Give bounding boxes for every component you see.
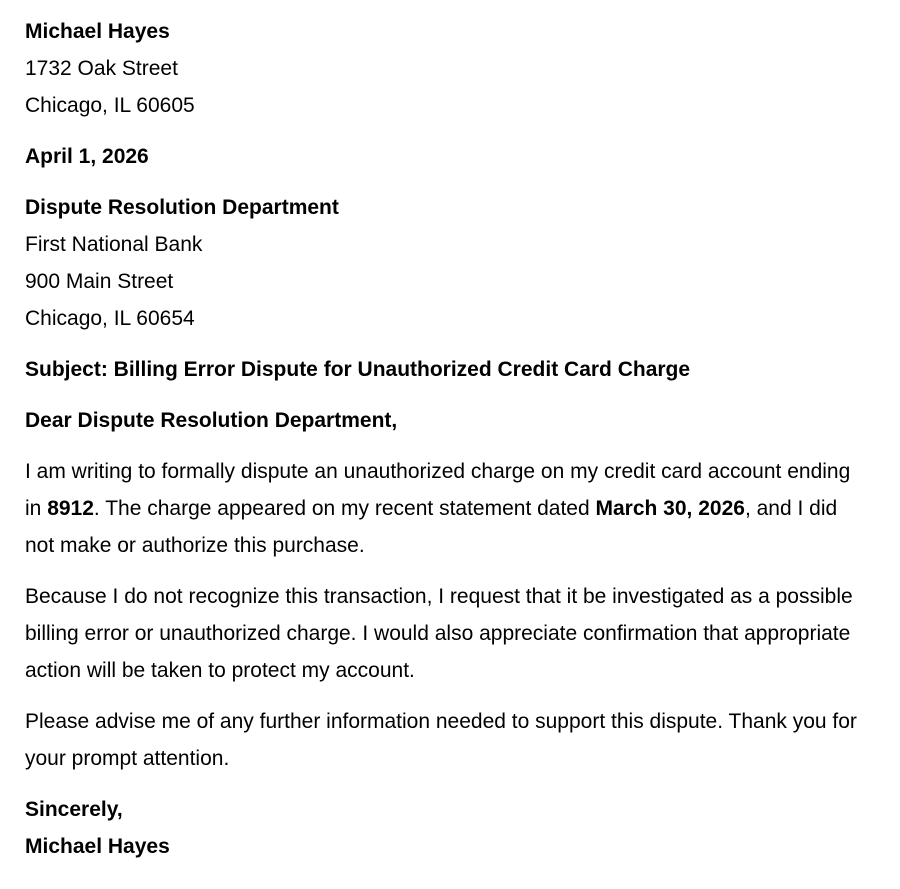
body-paragraph-2 <box>25 578 867 689</box>
recipient-address-block <box>25 189 867 337</box>
salutation: Dear Dispute Resolution Department, <box>25 409 398 432</box>
salutation-block <box>25 402 867 439</box>
recipient-address-line2: Chicago, IL 60654 <box>25 307 195 330</box>
paragraph-text: Please advise me of any further information needed to support this dispute. Thank you for your prompt attention. <box>25 710 857 770</box>
closing-block <box>25 791 867 865</box>
recipient-department: Dispute Resolution Department <box>25 196 339 219</box>
recipient-address-line1: 900 Main Street <box>25 270 174 293</box>
paragraph-1-segment-5: , and I did not make or authorize this purchase. <box>25 497 838 557</box>
sender-name: Michael Hayes <box>25 20 170 43</box>
body-paragraph-3 <box>25 703 867 777</box>
subject-line: Subject: Billing Error Dispute for Unauthorized Credit Card Charge <box>25 358 691 381</box>
paragraph-1-segment-3: . The charge appeared on my recent statement dated <box>93 497 596 520</box>
recipient-organization: First National Bank <box>25 233 203 256</box>
letter-date: April 1, 2026 <box>25 145 149 168</box>
sender-address-block <box>25 13 867 124</box>
statement-date: March 30, 2026 <box>595 497 745 520</box>
body-paragraph-1 <box>25 453 867 564</box>
date-block <box>25 138 867 175</box>
sender-address-line2: Chicago, IL 60605 <box>25 94 195 117</box>
subject-block <box>25 351 867 388</box>
paragraph-text: Because I do not recognize this transaction, I request that it be investigated as a possible billing error or unauthorized charge. I would also appreciate confirmation that appropriate action will be taken to protect my account. <box>25 585 853 682</box>
valediction: Sincerely, <box>25 798 123 821</box>
account-last-digits: 8912 <box>47 497 94 520</box>
sender-address-line1: 1732 Oak Street <box>25 57 178 80</box>
paragraph-1-segment-1: I am writing to formally dispute an unauthorized charge on my credit card account ending in <box>25 460 851 520</box>
signature-name: Michael Hayes <box>25 835 170 858</box>
paragraph-text <box>25 453 867 564</box>
